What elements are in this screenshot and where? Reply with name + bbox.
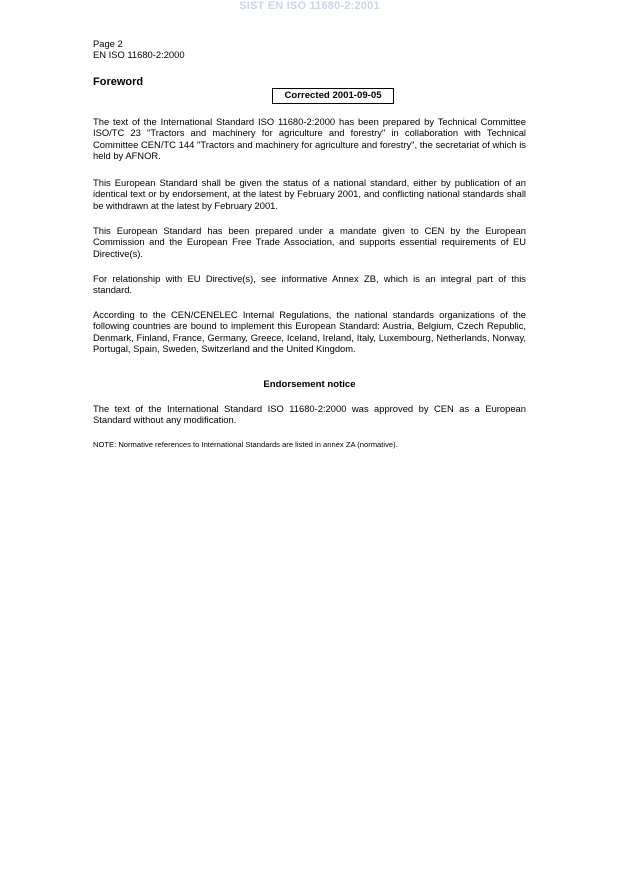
corrected-badge: Corrected 2001-09-05: [272, 88, 394, 104]
standard-id: EN ISO 11680-2:2000: [93, 49, 185, 60]
endorsement-title: Endorsement notice: [263, 379, 356, 390]
page-number: Page 2: [93, 38, 123, 49]
foreword-paragraph: According to the CEN/CENELEC Internal Regulations, the national standards organizations of the following countries are bound to implement this European Standard: Austria, Belgium, Czech Republic, Denmark, Finland, France, Germany, Greece, Iceland, Ireland, Italy, Luxembourg, Netherlands, Norway, Portugal, Spain, Sweden, Switzerland and the United Kingdom.: [93, 309, 526, 355]
page-header: [93, 38, 185, 60]
foreword-paragraph: For relationship with EU Directive(s), see informative Annex ZB, which is an integral part of this standard.: [93, 273, 526, 296]
foreword-paragraph: This European Standard shall be given the status of a national standard, either by publication of an identical text or by endorsement, at the latest by February 2001, and conflicting national standards shall be withdrawn at the latest by February 2001.: [93, 177, 526, 211]
endorsement-text: The text of the International Standard ISO 11680-2:2000 was approved by CEN as a European Standard without any modification.: [93, 403, 526, 426]
watermark: SIST EN ISO 11680-2:2001: [239, 0, 380, 12]
normative-note: NOTE: Normative references to International Standards are listed in annex ZA (normative).: [93, 440, 398, 449]
foreword-paragraph: This European Standard has been prepared under a mandate given to CEN by the European Commission and the European Free Trade Association, and supports essential requirements of EU Directive(s).: [93, 225, 526, 259]
foreword-title: Foreword: [93, 76, 144, 88]
foreword-paragraph: The text of the International Standard ISO 11680-2:2000 has been prepared by Technical Committee ISO/TC 23 "Tractors and machinery for agriculture and forestry" in collaboration with Technical Committee CEN/TC 144 "Tractors and machinery for agriculture and forestry", the secretariat of which is held by AFNOR.: [93, 116, 526, 162]
